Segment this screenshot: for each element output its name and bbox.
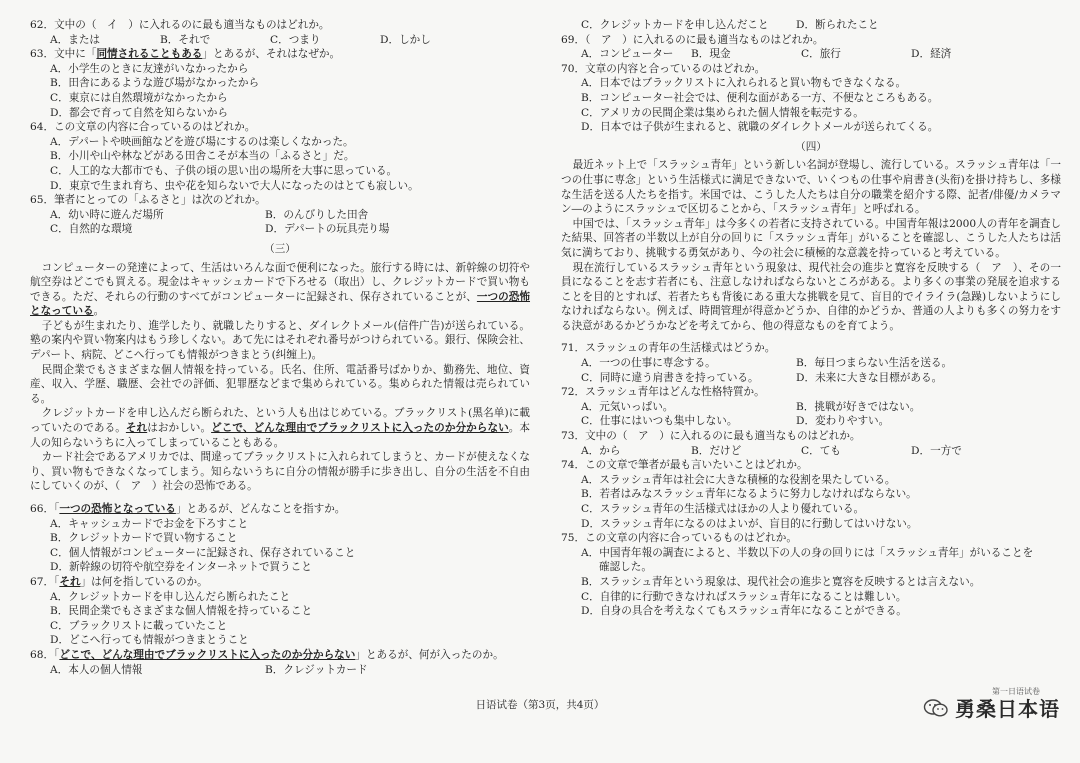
q70-option-a: A．日本ではブラックリストに入れられると買い物もできなくなる。	[581, 77, 907, 90]
passage3-p4-end: 。本人の知らないうちに入ってしまっていることもある。	[30, 422, 531, 449]
q71-stem: 71．スラッシュの青年の生活様式はどうか。	[561, 342, 776, 355]
q67-option-b: B．民間企業でもさまざまな個人情報を持っていること	[50, 605, 313, 618]
q73-options	[561, 444, 1061, 459]
q73-option-b: B．だけど	[691, 444, 742, 457]
q66-stem-post: 」とあるが、どんなことを指すか。	[175, 503, 346, 515]
q73-stem: 73．文中の（ ア ）に入れるのに最も適当なものはどれか。	[561, 430, 861, 443]
passage3-paragraph-4	[30, 406, 530, 450]
q67-stem-post: 」は何を指しているのか。	[80, 575, 208, 588]
q73-option-d: D．一方で	[911, 444, 962, 457]
passage3-p4-underlined-2: どこで、どんな理由でブラックリストに入ったのか分からない	[211, 422, 509, 435]
q70-stem: 70．文章の内容と合っているのはどれか。	[561, 62, 766, 75]
passage3-paragraph-5: カード社会であるアメリカでは、間違ってブラックリストに入れられてしまうと、カードが使えなくなり、買い物もできなくなってしまう。知らないうちに自分の情報が勝手に歩き出し、自分の生活を不自由にしていくのが、（ ア ）社会の恐怖である。	[30, 451, 530, 493]
q63-stem-post: 」とあるが、それはなぜか。	[202, 48, 341, 61]
q75-option-b: B．スラッシュ青年という現象は、現代社会の進歩と寛容を反映するとは言えない。	[581, 575, 981, 588]
q69-option-b: B．現金	[691, 48, 731, 61]
q63-option-c: C．東京には自然環境がなかったから	[50, 91, 228, 104]
q63-option-d: D．都会で育って自然を知らないから	[50, 106, 228, 119]
q68-underlined: どこで、どんな理由でブラックリストに入ったのか分からない	[59, 648, 356, 661]
q70-option-b: B．コンピューター社会では、便利な面がある一方、不便なところもある。	[581, 91, 939, 104]
q71-option-b: B．毎日つまらない生活を送る。	[796, 357, 953, 370]
q74-option-b: B．若者はみなスラッシュ青年になるように努力しなければならない。	[581, 488, 917, 501]
right-column	[561, 18, 1061, 619]
q64-option-c: C．人工的な大都市でも、子供の頃の思い出の場所を大事に思っている。	[50, 164, 398, 177]
passage3-paragraph-1	[30, 261, 530, 319]
q66-option-c: C．個人情報がコンピューターに記録され、保存されていること	[50, 546, 356, 559]
q71-options-row2	[561, 371, 1061, 386]
passage3-p1-end: 。	[93, 305, 105, 318]
q67-stem-pre: 67．「	[30, 575, 60, 588]
q62-option-a: A．または	[50, 33, 101, 46]
q63-option-b: B．田舎にあるような遊び場がなかったから	[50, 77, 260, 90]
q65-option-a: A．幼い時に遊んだ場所	[50, 208, 164, 221]
q64-option-a: A．デパートや映画館などを遊び場にするのは楽しくなかった。	[50, 135, 354, 148]
q71-option-c: C．同時に違う肩書きを持っている。	[581, 371, 759, 384]
passage3-p4-mid: はおかしい。	[147, 422, 212, 435]
q65-options-row2	[30, 222, 530, 237]
q74-option-a: A．スラッシュ青年は社会に大きな積極的な役割を果たしている。	[581, 473, 896, 486]
passage4-paragraph-3: 現在流行しているスラッシュ青年という現象は、現代社会の進歩と寛容を反映する（ ア ）、その一員になることを志す若者にも、注意しなければならないところがある。より多くの事業の発展を追求することを目的とすれば、若者たちも背後にある重大な挑戦を見て、盲目的でイライラ(急躁)しないようにしなければならない。例えば、時間管理が得意かどうか、自律的かどうか、普通の人よりも多くの努力をする決意があるかどうかなどを考えてから、他の得意なものを育てよう。	[561, 261, 1061, 332]
q66-option-d: D．新幹線の切符や航空券をインターネットで買うこと	[50, 561, 312, 574]
q71-option-a: A．一つの仕事に専念する。	[581, 357, 716, 370]
q62-stem: 62．文中の（ イ ）に入れるのに最も適当なものはどれか。	[30, 19, 330, 31]
q68-options-row1	[30, 663, 530, 678]
q65-option-d: D．デパートの玩具売り場	[265, 223, 390, 236]
q68-stem	[30, 648, 530, 663]
q69-options	[561, 47, 1061, 62]
passage3-paragraph-3: 民間企業でもさまざまな個人情報を持っている。氏名、住所、電話番号ばかりか、勤務先、地位、資産、収入、学歴、職歴、会社での評価、犯罪歴などまで集められている。集められた情報は売られている。	[30, 363, 530, 405]
q75-stem: 75．この文章の内容に合っているものはどれか。	[561, 532, 797, 545]
passage4-paragraph-1: 最近ネット上で「スラッシュ青年」という新しい名詞が登場し、流行している。スラッシュ青年は「一つの仕事に専念」という生活様式に満足できないで、いくつもの仕事や肩書き(头衔)を掛け持ちし、多様な生活を送る人たちを指す。米国では、こうした人たちは自分の職業を紹介する際、記者/俳優/カメラマン―のようにスラッシュで区切ることから、「スラッシュ青年」と呼ばれる。	[561, 159, 1061, 216]
q65-stem: 65．筆者にとっての「ふるさと」は次のどれか。	[30, 194, 266, 207]
q75-option-d: D．自身の具合を考えなくてもスラッシュ青年になることができる。	[581, 605, 907, 618]
q73-option-c: C．ても	[801, 444, 841, 457]
q66-option-b: B．クレジットカードで買い物すること	[50, 532, 238, 545]
q68-stem-pre: 68．「	[30, 648, 60, 661]
q72-options-row1	[561, 400, 1061, 415]
q62-option-d: D．しかし	[380, 33, 431, 46]
q67-stem	[30, 575, 530, 590]
q63-option-a: A．小学生のときに友達がいなかったから	[50, 62, 249, 75]
q72-option-d: D．変わりやすい。	[796, 415, 890, 428]
q66-stem-pre: 66．「	[30, 503, 60, 515]
q72-option-a: A．元気いっぱい。	[581, 400, 674, 413]
passage3-p1-underlined: 一つの恐怖となっている	[30, 290, 531, 318]
passage3-p4-underlined-1: それ	[125, 422, 148, 435]
q67-underlined: それ	[59, 575, 81, 588]
q65-option-b: B．のんびりした田舎	[265, 208, 369, 221]
q75-option-c: C．自律的に行動できなければスラッシュ青年になることは難しい。	[581, 590, 907, 603]
passage3-p4-text: クレジットカードを申し込んだら断られた、という人も出はじめている。ブラックリスト(黑名单)に載っていたのである。	[30, 407, 530, 435]
watermark	[923, 693, 1060, 722]
q67-option-c: C．ブラックリストに載っていたこと	[50, 619, 228, 632]
q66-option-a: A．キャッシュカードでお金を下ろすこと	[50, 517, 249, 530]
q75-option-a: A．中国青年報の調査によると、半数以下の人の身の回りには「スラッシュ青年」がいることを	[581, 546, 1034, 559]
passage3-p1-text: コンピューターの発達によって、生活はいろんな面で便利になった。旅行する時には、新幹線の切符や航空券はどこでも買える。現金はキャッシュカードで下ろせる（取出）し、クレジットカードで買い物もできる。ただ、それらの行動のすべてがコンピューターに記録され、保存されていることが、	[30, 261, 530, 303]
wechat-icon	[923, 698, 949, 718]
q70-option-c: C．アメリカの民間企業は集められた個人情報を転売する。	[581, 106, 864, 119]
q64-stem: 64．この文章の内容に合っているのはどれか。	[30, 121, 256, 134]
watermark-small-text: 第一日语试卷	[992, 687, 1040, 696]
q69-stem: 69．（ ア ）に入れるのに最も適当なものはどれか。	[561, 33, 824, 46]
q63-stem	[30, 47, 530, 62]
q68-stem-post: 」とあるが、何が入ったのか。	[355, 648, 504, 661]
section-heading-3: （三）	[264, 242, 296, 255]
q72-stem: 72．スラッシュ青年はどんな性格特質か。	[561, 386, 765, 399]
q64-option-b: B．小川や山や林などがある田舎こそが本当の「ふるさと」だ。	[50, 150, 355, 163]
q63-underlined: 同情されることもある	[96, 48, 203, 61]
q71-options-row1	[561, 356, 1061, 371]
passage4-paragraph-2: 中国では、「スラッシュ青年」は今多くの若者に支持されている。中国青年報は2000人の青年を調査した結果、回答者の半数以上が自分の回りに「スラッシュ青年」がいることを確認し、こうした人たちは活気に満ちており、挑戦する勇気があり、今の社会に積極的な意義を持っていると考えている。	[561, 217, 1061, 259]
q73-option-a: A．から	[581, 444, 621, 457]
q63-stem-pre: 63．文中に「	[30, 48, 97, 61]
q65-options-row1	[30, 208, 530, 223]
q68-option-d: D．断られたこと	[796, 19, 879, 31]
q68-option-c: C．クレジットカードを申し込んだこと	[581, 19, 769, 31]
section-heading-4: （四）	[795, 140, 827, 153]
q72-options-row2	[561, 414, 1061, 429]
left-column	[30, 18, 530, 677]
q66-stem	[30, 502, 530, 517]
q74-option-c: C．スラッシュ青年の生活様式はほかの人より優れている。	[581, 503, 865, 515]
q67-option-a: A．クレジットカードを申し込んだら断られたこと	[50, 590, 291, 603]
q67-option-d: D．どこへ行っても情報がつきまとうこと	[50, 634, 249, 647]
q75-option-a-cont: 確認した。	[599, 561, 652, 574]
q65-option-c: C．自然的な環境	[50, 223, 133, 236]
q62-option-c: C．つまり	[270, 33, 321, 46]
q68-option-b: B．クレジットカード	[265, 663, 368, 676]
q62-option-b: B．それで	[160, 33, 211, 46]
passage3-paragraph-2: 子どもが生まれたり、進学したり、就職したりすると、ダイレクトメール(信件广告)が送られている。塾の案内や買い物案内はもう珍しくない。あて先にはそれぞれ番号がつけられている。銀行、保険会社、デパート、病院、どこへ行っても情報がつきまとう(纠缠上)。	[30, 319, 530, 362]
q72-option-c: C．仕事にはいつも集中しない。	[581, 415, 738, 428]
q71-option-d: D．未来に大きな目標がある。	[796, 371, 943, 384]
q69-option-d: D．経済	[911, 48, 952, 61]
q72-option-b: B．挑戦が好きではない。	[796, 400, 921, 413]
q64-option-d: D．東京で生まれ育ち、虫や花を知らないで大人になったのはとても寂しい。	[50, 179, 419, 192]
q69-option-c: C．旅行	[801, 48, 841, 61]
q69-option-a: A．コンピューター	[581, 48, 674, 61]
q66-underlined: 一つの恐怖となっている	[59, 503, 176, 515]
q74-stem: 74．この文章で筆者が最も言いたいことはどれか。	[561, 459, 808, 472]
q74-option-d: D．スラッシュ青年になるのはよいが、盲目的に行動してはいけない。	[581, 517, 918, 530]
q70-option-d: D．日本では子供が生まれると、就職のダイレクトメールが送られてくる。	[581, 121, 939, 134]
watermark-text: 勇桑日本语	[955, 697, 1060, 721]
q62-options	[30, 33, 530, 48]
page-footer: 日语试卷（第3页，共4页）	[475, 699, 605, 711]
q68-option-a: A．本人の個人情報	[50, 663, 143, 676]
q68-options-row2	[561, 18, 1061, 33]
